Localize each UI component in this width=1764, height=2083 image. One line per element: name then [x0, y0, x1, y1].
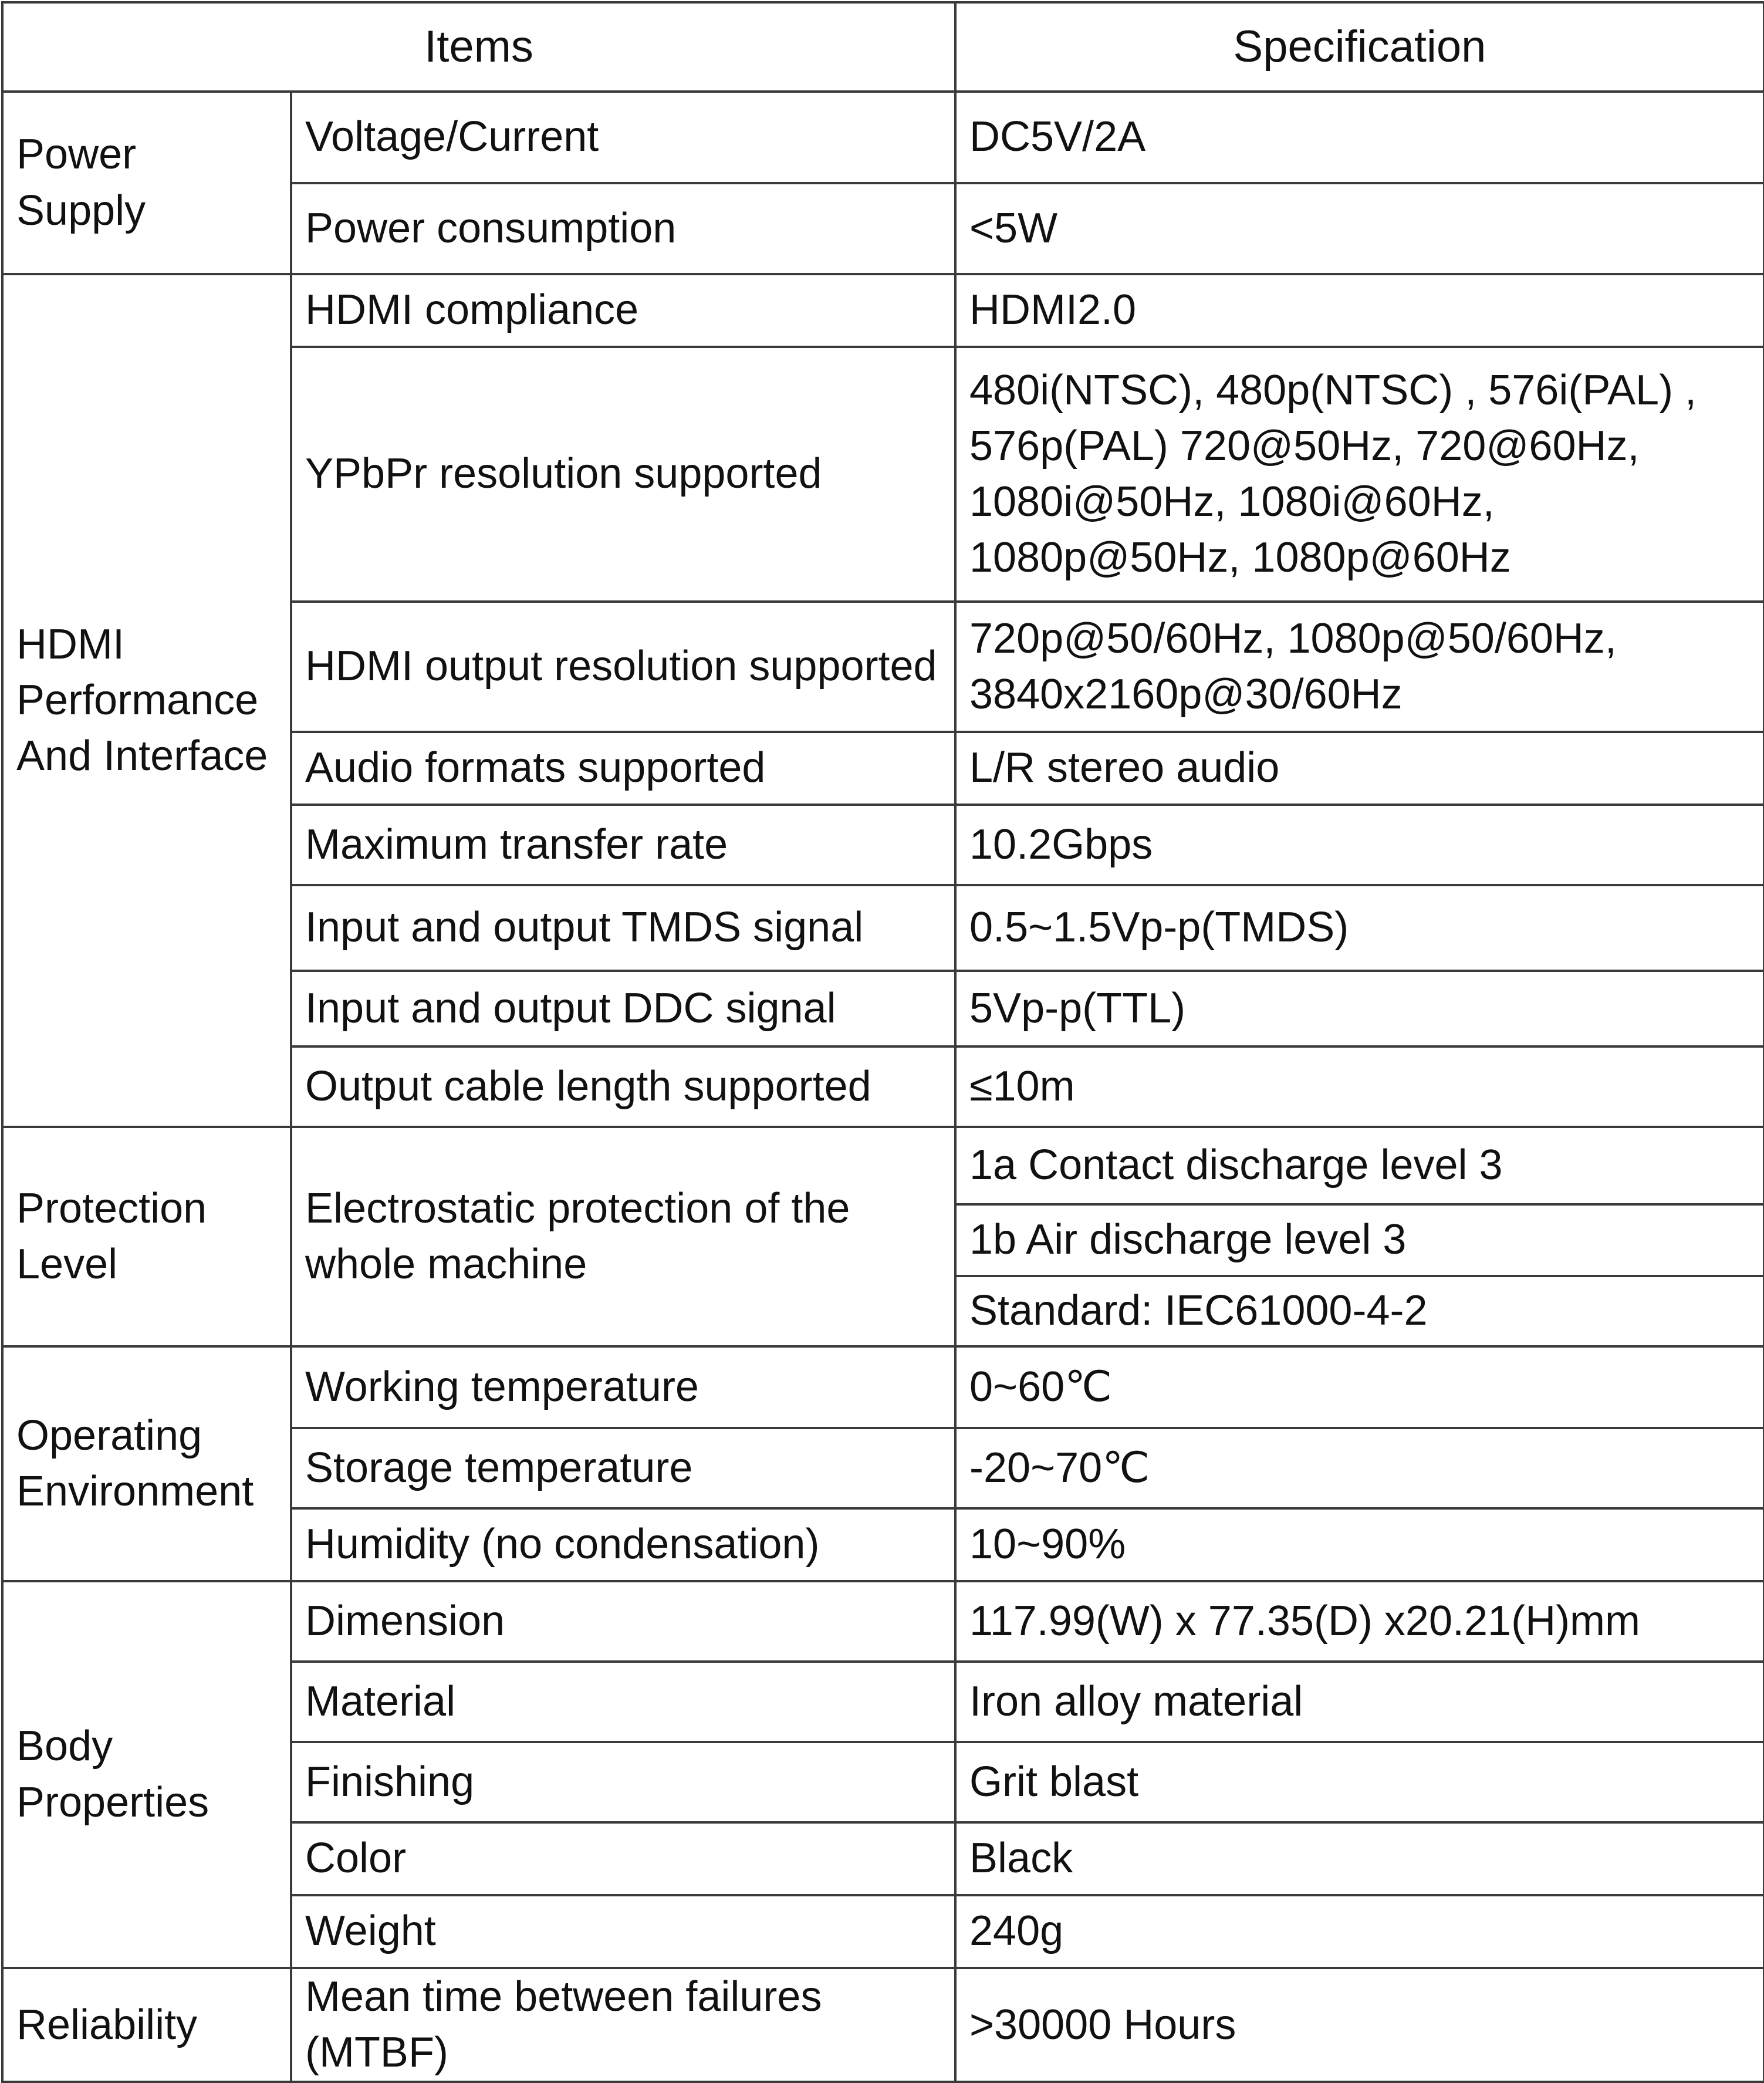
- item-label: Voltage/Current: [291, 92, 955, 183]
- category-reliability: Reliability: [2, 1968, 291, 2082]
- spec-value: 1a Contact discharge level 3: [955, 1127, 1764, 1204]
- category-hdmi-performance: HDMI Performance And Interface: [2, 274, 291, 1127]
- header-specification: Specification: [955, 2, 1764, 92]
- item-label: Input and output TMDS signal: [291, 885, 955, 971]
- item-label: Power consumption: [291, 183, 955, 274]
- category-body-properties: Body Properties: [2, 1581, 291, 1968]
- item-label: HDMI output resolution supported: [291, 602, 955, 732]
- table-header-row: [2, 2, 1764, 92]
- table-row: [2, 1346, 1764, 1428]
- spec-value: Iron alloy material: [955, 1662, 1764, 1742]
- item-label: Working temperature: [291, 1346, 955, 1428]
- item-label: Finishing: [291, 1742, 955, 1822]
- category-power-supply: Power Supply: [2, 92, 291, 274]
- spec-value: 0.5~1.5Vp-p(TMDS): [955, 885, 1764, 971]
- spec-value: L/R stereo audio: [955, 732, 1764, 805]
- item-label: Input and output DDC signal: [291, 971, 955, 1046]
- item-label: Weight: [291, 1895, 955, 1968]
- spec-value: Black: [955, 1822, 1764, 1895]
- item-label: Color: [291, 1822, 955, 1895]
- spec-value: 117.99(W) x 77.35(D) x20.21(H)mm: [955, 1581, 1764, 1662]
- item-label: Maximum transfer rate: [291, 805, 955, 885]
- table-row: [2, 92, 1764, 183]
- specification-table: [1, 1, 1764, 2083]
- spec-value: Standard: IEC61000-4-2: [955, 1276, 1764, 1346]
- item-label: HDMI compliance: [291, 274, 955, 347]
- item-label: Output cable length supported: [291, 1046, 955, 1127]
- spec-value: -20~70℃: [955, 1428, 1764, 1508]
- table-row: [2, 1127, 1764, 1204]
- category-protection-level: Protection Level: [2, 1127, 291, 1346]
- table-row: [2, 1968, 1764, 2082]
- spec-value: 480i(NTSC), 480p(NTSC) , 576i(PAL) , 576p(PAL) 720@50Hz, 720@60Hz, 1080i@50Hz, 1080i@60Hz, 1080p@50Hz, 1080p@60Hz: [955, 347, 1764, 602]
- item-label: Electrostatic protection of the whole machine: [291, 1127, 955, 1346]
- spec-value: DC5V/2A: [955, 92, 1764, 183]
- category-operating-environment: Operating Environment: [2, 1346, 291, 1581]
- spec-value: 720p@50/60Hz, 1080p@50/60Hz, 3840x2160p@30/60Hz: [955, 602, 1764, 732]
- spec-value: 5Vp-p(TTL): [955, 971, 1764, 1046]
- spec-value: Grit blast: [955, 1742, 1764, 1822]
- item-label: Mean time between failures (MTBF): [291, 1968, 955, 2082]
- item-label: YPbPr resolution supported: [291, 347, 955, 602]
- spec-value: 10~90%: [955, 1508, 1764, 1581]
- spec-value: 240g: [955, 1895, 1764, 1968]
- item-label: Storage temperature: [291, 1428, 955, 1508]
- spec-value: 0~60℃: [955, 1346, 1764, 1428]
- item-label: Humidity (no condensation): [291, 1508, 955, 1581]
- spec-value: 1b Air discharge level 3: [955, 1204, 1764, 1276]
- table-row: [2, 274, 1764, 347]
- spec-value: <5W: [955, 183, 1764, 274]
- item-label: Material: [291, 1662, 955, 1742]
- item-label: Audio formats supported: [291, 732, 955, 805]
- spec-value: 10.2Gbps: [955, 805, 1764, 885]
- spec-value: ≤10m: [955, 1046, 1764, 1127]
- spec-value: >30000 Hours: [955, 1968, 1764, 2082]
- table-row: [2, 1581, 1764, 1662]
- header-items: Items: [2, 2, 955, 92]
- spec-value: HDMI2.0: [955, 274, 1764, 347]
- item-label: Dimension: [291, 1581, 955, 1662]
